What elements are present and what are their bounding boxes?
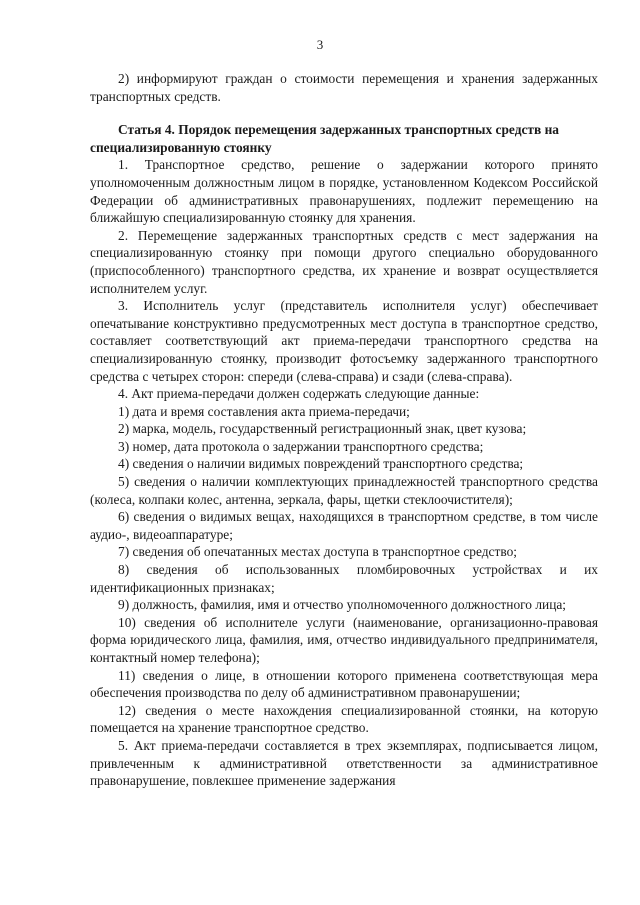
list-item: 8) сведения об использованных пломбировочных устройствах и их идентификационных признаках;: [90, 562, 598, 595]
article-heading: Статья 4. Порядок перемещения задержанных транспортных средств на специализированную стоянку: [90, 122, 559, 155]
list-item: 1) дата и время составления акта приема-передачи;: [118, 403, 410, 419]
paragraph: 1. Транспортное средство, решение о задержании которого принято уполномоченным должностным лицом в порядке, установленном Кодексом Российской Федерации об административных правонарушениях, подлежит перемещению на ближайшую специализированную стоянку для хранения.: [90, 157, 598, 226]
list-item: 12) сведения о месте нахождения специализированной стоянки, на которую помещается на хранение транспортное средство.: [90, 702, 598, 736]
list-item: 10) сведения об исполнителе услуги (наименование, организационно-правовая форма юридического лица, фамилия, имя, отчество индивидуального предпринимателя, контактный номер телефона);: [90, 614, 598, 665]
paragraph: 4. Акт приема-передачи должен содержать следующие данные:: [118, 386, 480, 402]
list-item: 4) сведения о наличии видимых повреждений транспортного средства;: [118, 456, 524, 472]
list-item: 6) сведения о видимых вещах, находящихся в транспортном средстве, в том числе аудио-, видеоаппаратуре;: [90, 509, 598, 542]
page-number: 3: [316, 37, 324, 52]
paragraph-intro: 2) информируют граждан о стоимости перемещения и хранения задержанных транспортных средств.: [90, 71, 598, 104]
paragraph: 3. Исполнитель услуг (представитель исполнителя услуг) обеспечивает опечатывание конструктивно предусмотренных мест доступа в транспортное средство, составляет соответствующий акт приема-передачи транспортного средства на специализированную стоянку, производит фотосъемку задержанного транспортного средства с четырех сторон: спереди (слева-справа) и сзади (слева-справа).: [90, 298, 598, 384]
document-body: [90, 70, 598, 790]
list-item: 5) сведения о наличии комплектующих принадлежностей транспортного средства (колеса, колпаки колес, антенна, зеркала, фары, щетки стеклоочистителя);: [90, 474, 598, 507]
list-item: 9) должность, фамилия, имя и отчество уполномоченного должностного лица;: [118, 597, 567, 613]
paragraph: 5. Акт приема-передачи составляется в трех экземплярах, подписывается лицом, привлеченным к административной ответственности за административное правонарушение, повлекшее применение задержания: [90, 737, 598, 789]
list-item: 3) номер, дата протокола о задержании транспортного средства;: [118, 438, 484, 454]
list-item: 2) марка, модель, государственный регистрационный знак, цвет кузова;: [118, 421, 527, 437]
paragraph: 2. Перемещение задержанных транспортных средств с мест задержания на специализированную стоянку при помощи другого специально оборудованного (приспособленного) транспортного средства, их хранение и возврат осуществляется исполнителем услуг.: [90, 227, 598, 296]
list-item: 7) сведения об опечатанных местах доступа в транспортное средство;: [118, 544, 517, 560]
list-item: 11) сведения о лице, в отношении которого применена соответствующая мера обеспечения производства по делу об административном правонарушении;: [90, 667, 598, 701]
